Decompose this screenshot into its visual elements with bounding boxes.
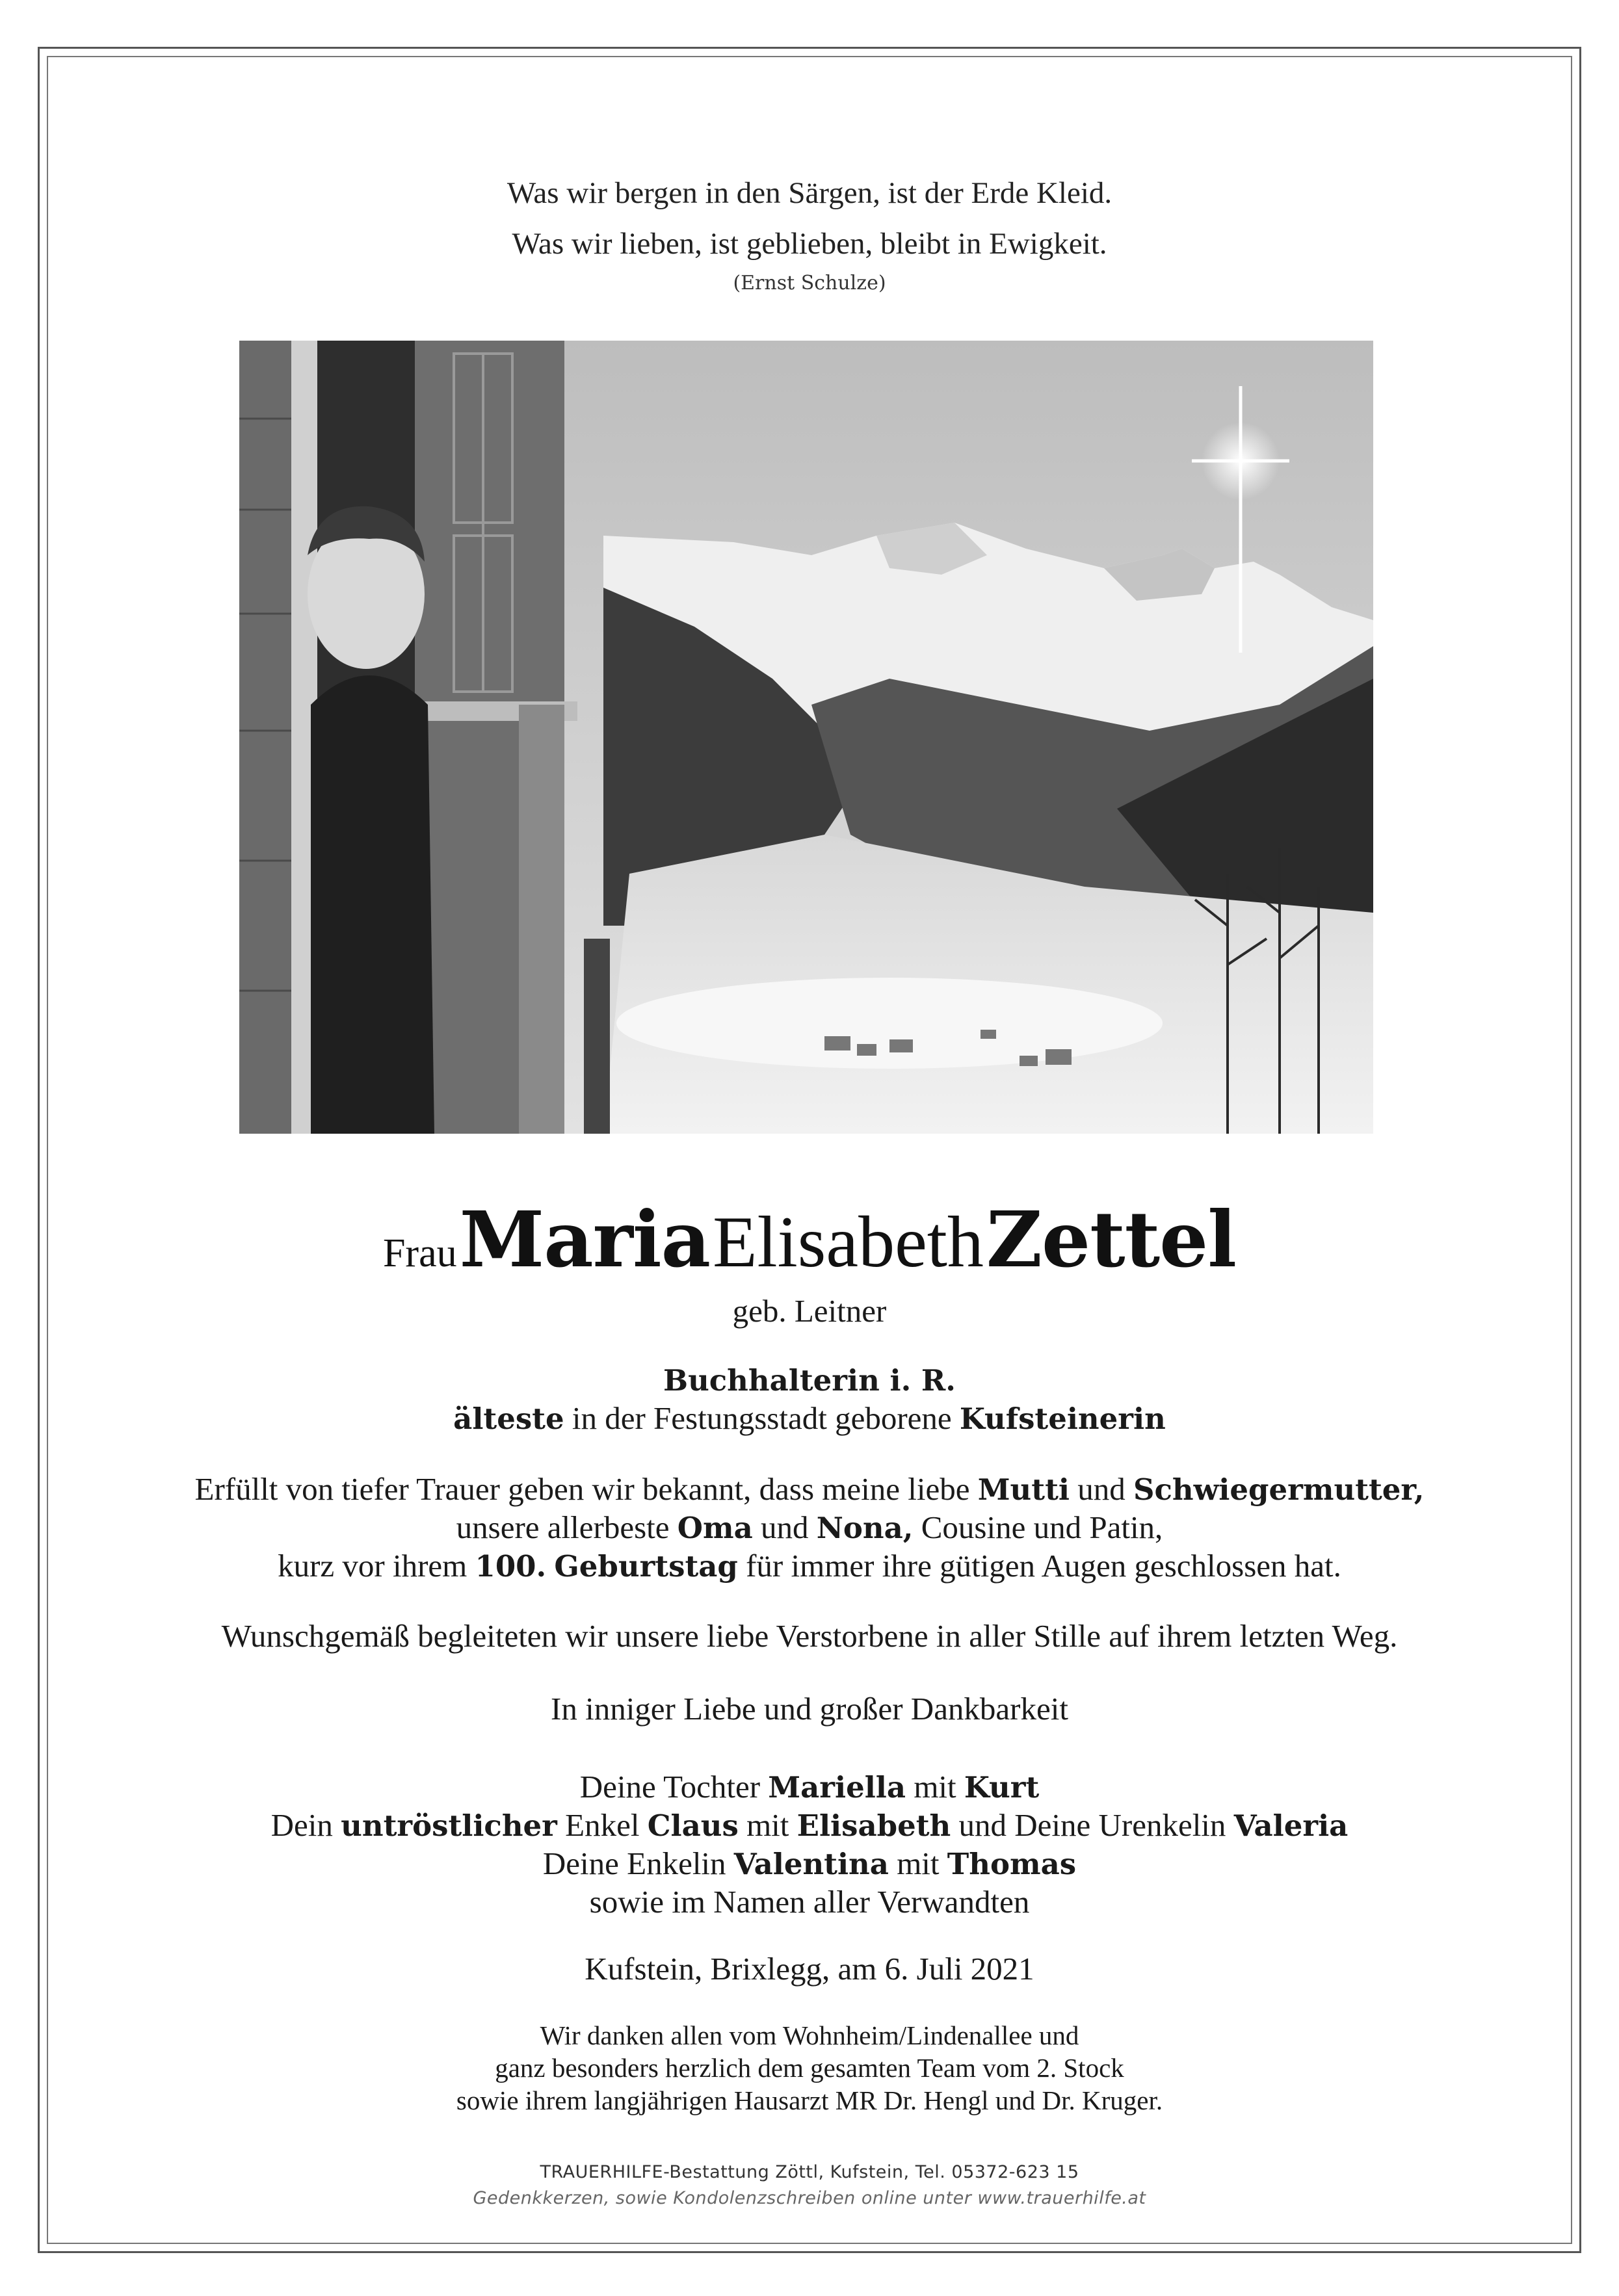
name-middle: Elisabeth — [713, 1202, 984, 1283]
profession — [0, 1361, 1619, 1438]
announcement-oma: Oma — [677, 1511, 753, 1545]
announcement-text: Cousine und Patin, — [921, 1509, 1163, 1545]
announcement-text: und — [1077, 1471, 1125, 1507]
family-name: Valentina — [733, 1847, 889, 1881]
family-name: Thomas — [947, 1847, 1077, 1881]
announcement-nona: Nona, — [816, 1511, 914, 1545]
announcement-text: für immer ihre gütigen Augen geschlossen hat. — [746, 1548, 1341, 1584]
announcement-text: und — [761, 1509, 809, 1545]
announcement-text: kurz vor ihrem — [278, 1548, 467, 1584]
deceased-name — [0, 1194, 1619, 1285]
family-name: Mariella — [768, 1770, 906, 1805]
poem-line-1: Was wir bergen in den Särgen, ist der Erde Kleid. — [507, 176, 1112, 210]
profession-title: Buchhalterin i. R. — [663, 1363, 956, 1398]
funeral-home-footer — [0, 2159, 1619, 2211]
profession-text: in der Festungsstadt geborene — [572, 1400, 952, 1436]
name-first: Maria — [459, 1194, 711, 1285]
place-date: Kufstein, Brixlegg, am 6. Juli 2021 — [585, 1951, 1034, 1987]
announcement-mutti: Mutti — [977, 1472, 1070, 1507]
thanks-line-2: ganz besonders herzlich dem gesamten Team vom 2. Stock — [495, 2053, 1124, 2083]
announcement-age: 100. — [475, 1549, 547, 1584]
thanks-line-3: sowie ihrem langjährigen Hausarzt MR Dr. Hengl und Dr. Kruger. — [456, 2085, 1163, 2115]
announcement-text: unsere allerbeste — [456, 1509, 670, 1545]
announcement-text: Erfüllt von tiefer Trauer geben wir bekannt, dass meine liebe — [194, 1471, 970, 1507]
memorial-photo — [239, 341, 1373, 1134]
name-title: Frau — [382, 1231, 457, 1275]
family-text: mit — [746, 1807, 789, 1843]
family-list — [0, 1768, 1619, 1921]
family-text: mit — [897, 1846, 940, 1881]
family-text: Dein — [270, 1807, 333, 1843]
poem — [0, 168, 1619, 269]
birth-name: geb. Leitner — [732, 1293, 887, 1329]
thanks-note — [0, 2019, 1619, 2117]
announcement-birthday: Geburtstag — [554, 1549, 738, 1584]
family-name: Kurt — [964, 1770, 1040, 1805]
family-text: mit — [914, 1769, 956, 1805]
family-text: Deine Enkelin — [542, 1846, 726, 1881]
family-name: untröstlicher — [341, 1808, 557, 1843]
gratitude-line: In inniger Liebe und großer Dankbarkeit — [551, 1691, 1068, 1727]
family-relatives: sowie im Namen aller Verwandten — [589, 1884, 1030, 1920]
family-text: Deine Tochter — [579, 1769, 761, 1805]
family-text: und Deine Urenkelin — [958, 1807, 1226, 1843]
family-name: Claus — [647, 1808, 739, 1843]
burial-note: Wunschgemäß begleiteten wir unsere liebe Verstorbene in aller Stille auf ihrem letzten Weg. — [221, 1618, 1398, 1654]
profession-kufsteinerin: Kufsteinerin — [959, 1402, 1166, 1436]
profession-eldest: älteste — [453, 1402, 564, 1436]
name-last: Zettel — [986, 1194, 1237, 1285]
announcement-schwiegermutter: Schwiegermutter, — [1133, 1472, 1425, 1507]
announcement — [0, 1470, 1619, 1585]
family-text: Enkel — [565, 1807, 640, 1843]
family-name: Valeria — [1233, 1808, 1349, 1843]
footer-line-1: TRAUERHILFE-Bestattung Zöttl, Kufstein, Tel. 05372-623 15 — [540, 2162, 1079, 2182]
poem-author: (Ernst Schulze) — [733, 272, 886, 294]
family-name: Elisabeth — [796, 1808, 951, 1843]
thanks-line-1: Wir danken allen vom Wohnheim/Lindenallee und — [540, 2020, 1079, 2050]
footer-line-2: Gedenkkerzen, sowie Kondolenzschreiben online unter www.trauerhilfe.at — [473, 2188, 1146, 2208]
poem-line-2: Was wir lieben, ist geblieben, bleibt in Ewigkeit. — [512, 227, 1107, 261]
